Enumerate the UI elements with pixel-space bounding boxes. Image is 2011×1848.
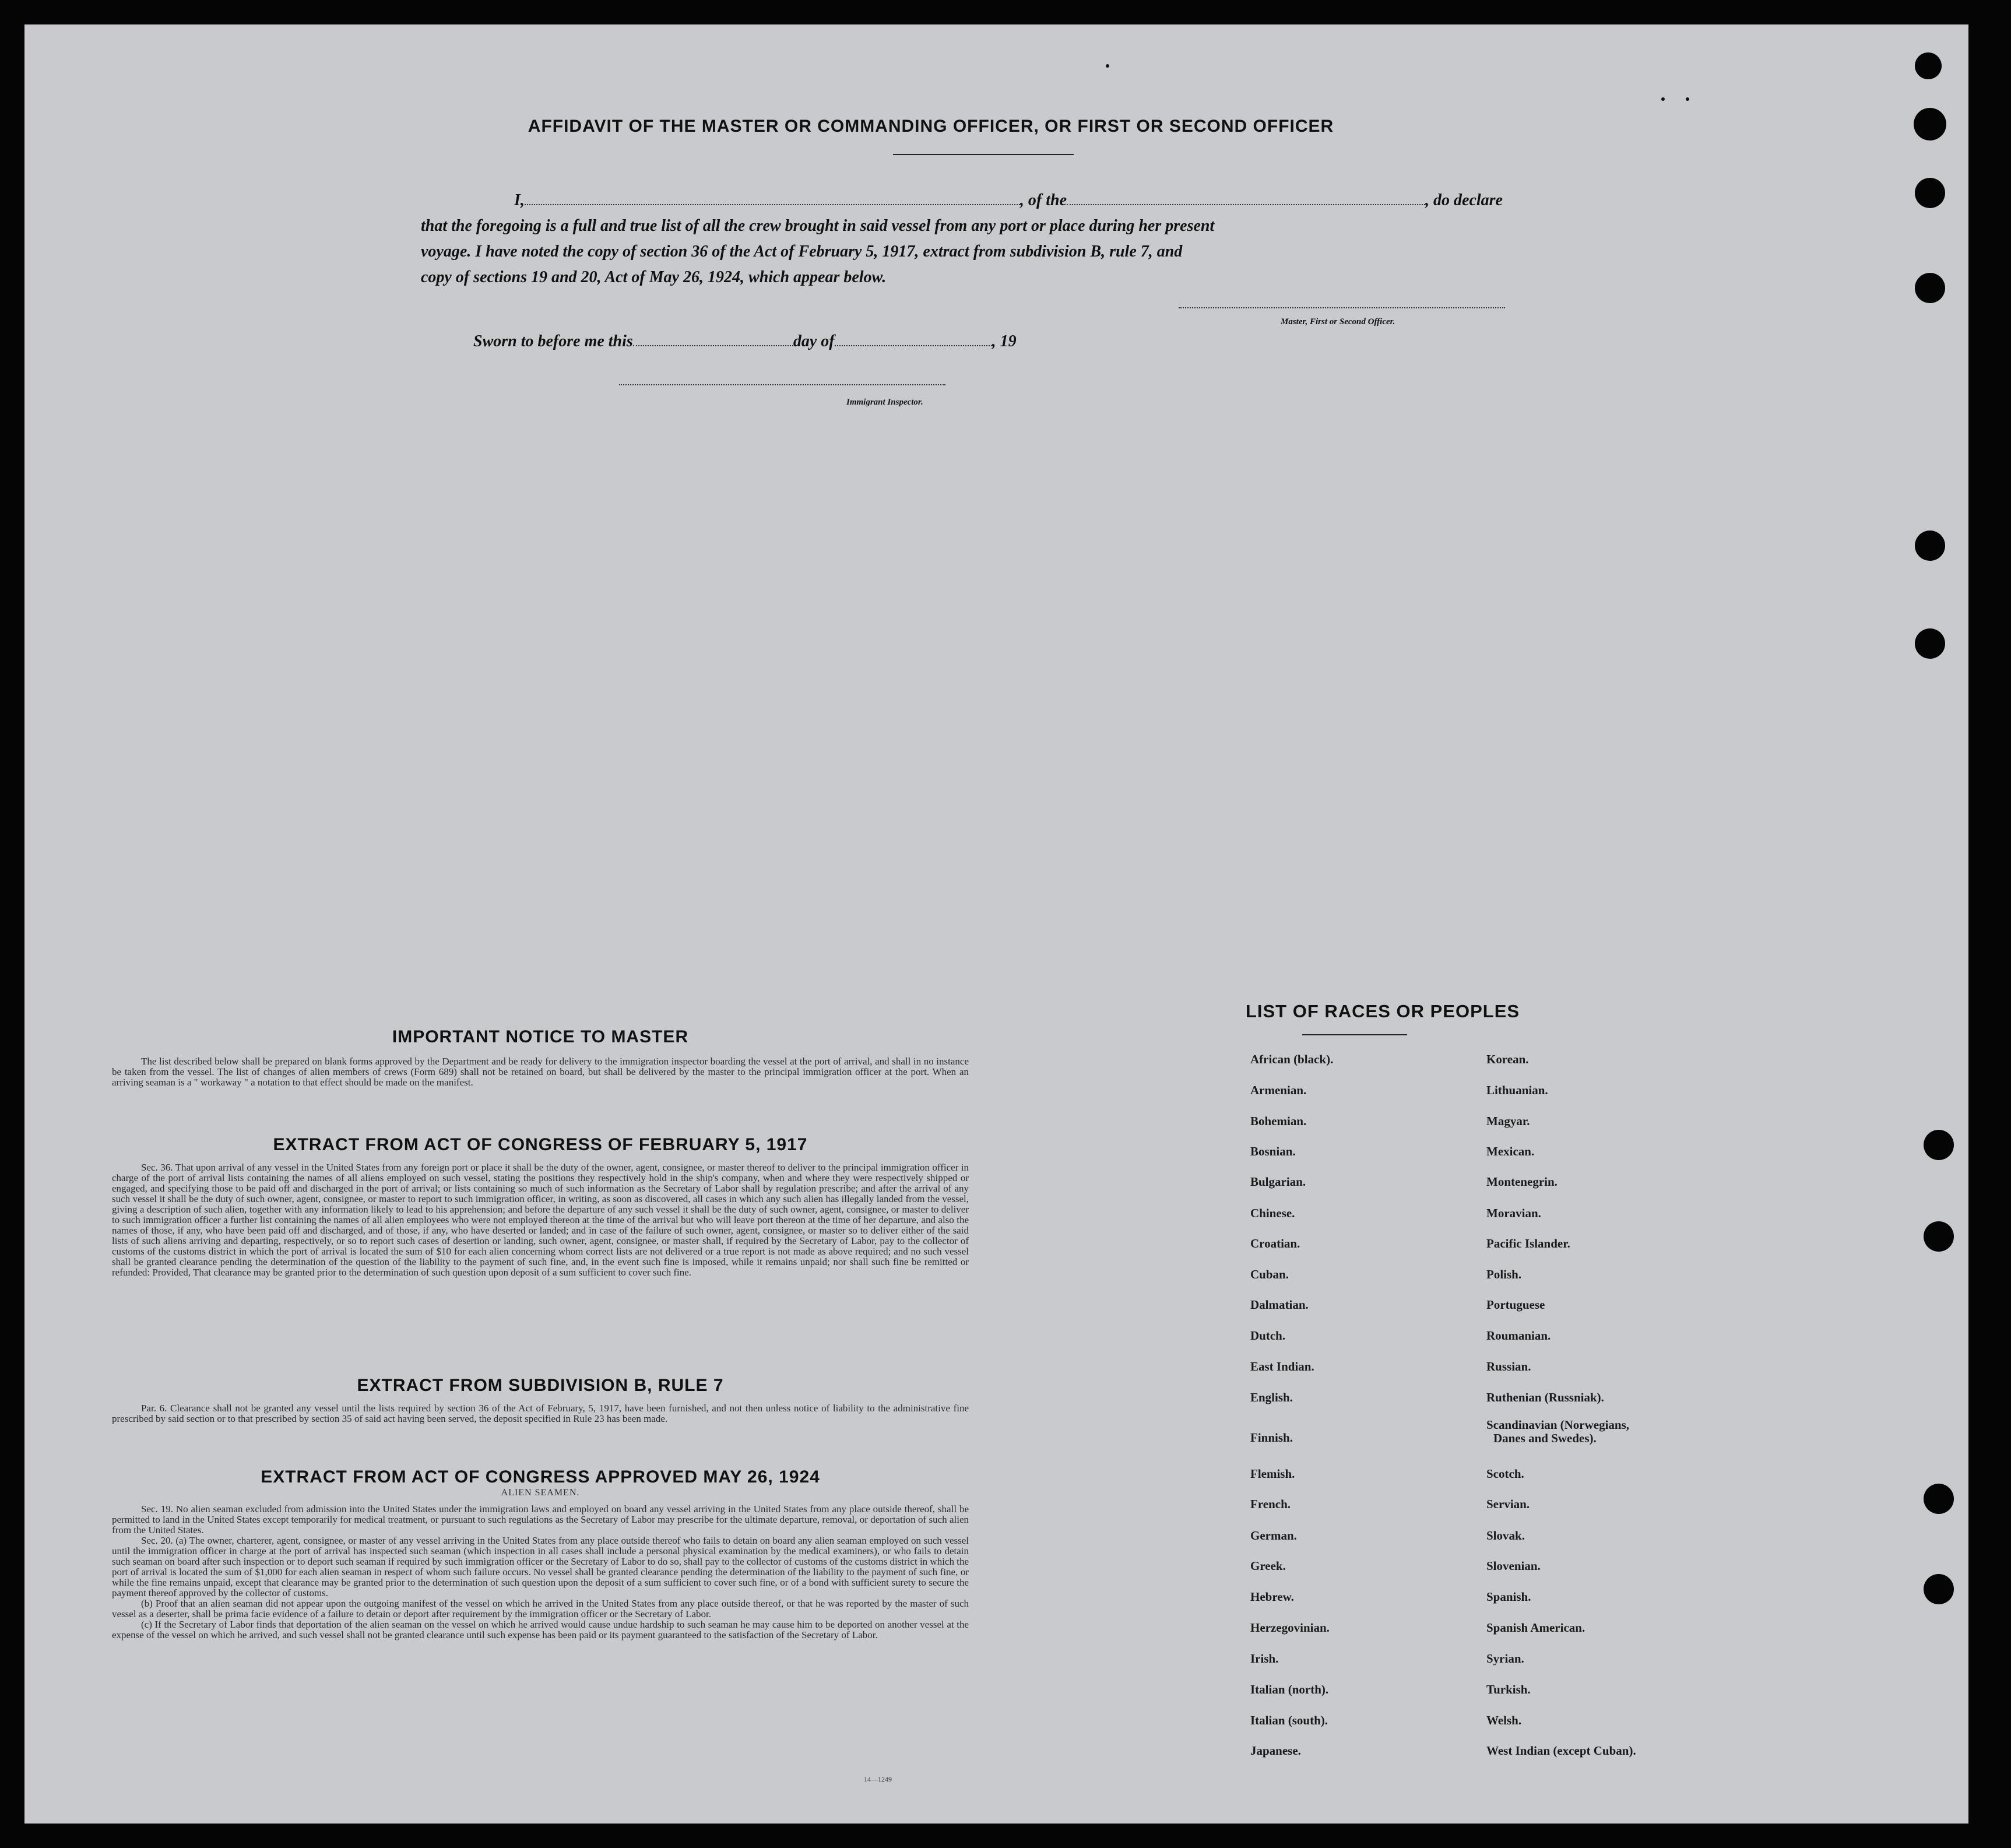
race-item: Welsh. [1486, 1713, 1522, 1727]
race-item: Syrian. [1486, 1652, 1524, 1666]
race-item: Ruthenian (Russniak). [1486, 1390, 1604, 1404]
affidavit-word-declare: , do declare [1425, 191, 1503, 209]
races-title: LIST OF RACES OR PEOPLES [1245, 1001, 1520, 1021]
punch-hole [1915, 52, 1942, 79]
punch-hole [1915, 273, 1945, 303]
section-20c-paragraph: (c) If the Secretary of Labor finds that deportation of the alien seaman on the vessel on which he arrived would cause undue hardship to such seaman he may cause him to be deported on another vessel at the expense of the vessel on which he arrived, and such vessel shall not be granted clearance until such expense has been paid or its payment guaranteed to the satisfaction of the Secretary of Labor. [112, 1619, 969, 1640]
affidavit-line-4: copy of sections 19 and 20, Act of May 26, 1924, which appear below. [421, 268, 887, 286]
race-item: Korean. [1486, 1052, 1529, 1066]
extract-1917-body [112, 1162, 969, 1278]
race-item: Chinese. [1250, 1206, 1295, 1220]
inspector-signature-label: Immigrant Inspector. [846, 398, 923, 407]
race-item: Turkish. [1486, 1682, 1531, 1696]
sworn-line [473, 329, 1173, 354]
races-divider [1302, 1034, 1407, 1035]
speck [1661, 97, 1665, 101]
race-item: Polish. [1486, 1267, 1522, 1281]
subdivision-b-body [112, 1403, 969, 1424]
race-item: Roumanian. [1486, 1329, 1551, 1343]
race-item: Servian. [1486, 1497, 1530, 1511]
race-item: French. [1250, 1497, 1291, 1511]
race-item: Greek. [1250, 1559, 1286, 1573]
master-signature-label: Master, First or Second Officer. [1281, 317, 1395, 326]
vessel-blank[interactable] [1067, 192, 1425, 205]
race-item: Spanish American. [1486, 1621, 1585, 1635]
notice-paragraph: The list described below shall be prepared on blank forms approved by the Department and be ready for delivery to the immigration inspector boarding the vessel at the port of arrival, and shall in no instance be taken from the vessel. The list of changes of alien members of crews (Form 689) shall not be retained on board, but shall be delivered by the master to the principal immigration officer at the port. When an arriving seaman is a " workaway " a notation to that effect should be made on the manifest. [112, 1056, 969, 1088]
section-20b-paragraph: (b) Proof that an alien seaman did not appear upon the outgoing manifest of the vessel on which he arrived in the United States from any place outside thereof, or that he was reported by the master of such vessel as a deserter, shall be prima facie evidence of a failure to detain or deport after requirement by the immigration officer or the Secretary of Labor. [112, 1598, 969, 1619]
race-item: Japanese. [1250, 1744, 1301, 1758]
name-blank[interactable] [525, 192, 1020, 205]
form-number: 14—1249 [864, 1775, 892, 1783]
inspector-signature-line[interactable] [619, 384, 945, 385]
title-divider [893, 154, 1074, 155]
race-item: Moravian. [1486, 1206, 1541, 1220]
extract-1924-body [112, 1504, 969, 1640]
race-item: Croatian. [1250, 1236, 1300, 1250]
race-item: Dutch. [1250, 1329, 1286, 1343]
punch-hole [1924, 1484, 1954, 1514]
race-item: Magyar. [1486, 1114, 1530, 1128]
notice-title: IMPORTANT NOTICE TO MASTER [392, 1027, 689, 1046]
race-item: Armenian. [1250, 1083, 1307, 1097]
race-item: Herzegovinian. [1250, 1621, 1330, 1635]
race-item: Spanish. [1486, 1590, 1531, 1604]
race-item: Dalmatian. [1250, 1298, 1309, 1312]
race-item: Scotch. [1486, 1467, 1524, 1481]
race-item: Bohemian. [1250, 1114, 1307, 1128]
race-item: Portuguese [1486, 1298, 1545, 1312]
race-item: German. [1250, 1529, 1297, 1543]
sworn-day-of-label: day of [793, 332, 835, 350]
race-item: English. [1250, 1390, 1293, 1404]
race-item: Irish. [1250, 1652, 1279, 1666]
race-item: Finnish. [1250, 1431, 1293, 1445]
punch-hole [1924, 1574, 1954, 1604]
speck [1106, 64, 1109, 68]
race-item: Bosnian. [1250, 1144, 1296, 1158]
race-item: Cuban. [1250, 1267, 1289, 1281]
affidavit-line-2: that the foregoing is a full and true list of all the crew brought in said vessel from any port or place during her present [421, 217, 1215, 235]
race-item: Russian. [1486, 1359, 1531, 1373]
affidavit-word-of-the: , of the [1019, 191, 1067, 209]
par-6-paragraph: Par. 6. Clearance shall not be granted any vessel until the lists required by section 36 of the Act of February, 5, 1917, have been furnished, and not then unless notice of liability to the administrative fine prescribed by said section or to that prescribed by section 35 of said act having been served, the deposit specified in Rule 23 has been made. [112, 1403, 969, 1424]
alien-seamen-subtitle: ALIEN SEAMEN. [501, 1488, 580, 1498]
subdivision-b-title: EXTRACT FROM SUBDIVISION B, RULE 7 [357, 1376, 724, 1395]
notice-body [112, 1056, 969, 1088]
race-item: Montenegrin. [1486, 1175, 1558, 1189]
affidavit-title: AFFIDAVIT OF THE MASTER OR COMMANDING OFFICER, OR FIRST OR SECOND OFFICER [528, 117, 1334, 136]
section-19-paragraph: Sec. 19. No alien seaman excluded from admission into the United States under the immigration laws and employed on board any vessel arriving in the United States from any place outside thereof, shall be permitted to land in the United States except temporarily for medical treatment, or pursuant to such regulations as the Secretary of Labor may prescribe for the ultimate departure, removal, or deportation of such alien from the United States. [112, 1503, 969, 1536]
race-item: Pacific Islander. [1486, 1236, 1570, 1250]
race-item: Slovenian. [1486, 1559, 1541, 1573]
race-item: Lithuanian. [1486, 1083, 1548, 1097]
race-item: African (black). [1250, 1052, 1334, 1066]
race-item: Danes and Swedes). [1493, 1431, 1597, 1445]
punch-hole [1915, 178, 1945, 208]
section-20a-paragraph: Sec. 20. (a) The owner, charterer, agent, consignee, or master of any vessel arriving in the United States from any place outside thereof who fails to detain on board any alien seaman employed on such vessel until the immigration officer in charge at the port of arrival has inspected such seaman (which inspection in all cases shall include a personal physical examination by the medical examiners), or who fails to detain such seaman on board after such inspection or to deport such seaman if required by such immigration officer or the Secretary of Labor to do so, shall pay to the collector of customs of the customs district in which the port of arrival is located the sum of $1,000 for each alien seaman in respect of whom such failure occurs. No vessel shall be granted clearance pending the determination of the liability to the payment of such fine, or while the fine remains unpaid, except that clearance may be granted prior to the determination of such question upon the deposit of a sum sufficient to cover such fine, or of a bond with sufficient surety to secure the payment thereof approved by the collector of customs. [112, 1535, 969, 1598]
race-item: Bulgarian. [1250, 1175, 1306, 1189]
extract-1917-title: EXTRACT FROM ACT OF CONGRESS OF FEBRUARY 5, 1917 [273, 1135, 808, 1154]
punch-hole [1924, 1130, 1954, 1160]
race-item: Scandinavian (Norwegians, [1486, 1418, 1630, 1432]
race-item: Italian (north). [1250, 1682, 1329, 1696]
sworn-month-blank[interactable] [835, 333, 992, 346]
race-item: Italian (south). [1250, 1713, 1328, 1727]
race-item: Mexican. [1486, 1144, 1535, 1158]
punch-hole [1915, 530, 1945, 561]
punch-hole [1914, 108, 1946, 140]
race-item: Slovak. [1486, 1529, 1525, 1543]
document-page [24, 24, 1968, 1824]
section-36-paragraph: Sec. 36. That upon arrival of any vessel in the United States from any foreign port or place it shall be the duty of the owner, agent, consignee, or master thereof to deliver to the principal immigration officer in charge of the port of arrival lists containing the names of all aliens employed on such vessel, stating the positions they respectively hold in the ship's company, when and where they were respectively shipped or engaged, and specifying those to be paid off and discharged in the port of arrival; or lists containing so much of such information as the Secretary of Labor shall by regulation prescribe; and after the arrival of any such vessel it shall be the duty of such owner, agent, consignee, or master to report to such immigration officer, in writing, as soon as discovered, all cases in which any such alien has illegally landed from the vessel, giving a description of such alien, together with any information likely to lead to his apprehension; and before the departure of any such vessel it shall be the duty of such owner, agent, consignee, or master to deliver to such immigration officer a further list containing the names of all alien employees who were not employed thereon at the time of the arrival but who will leave port thereon at the time of her departure, and also the names of those, if any, who have been paid off and discharged, and of those, if any, who have deserted or landed; and in case of the failure of such owner, agent, consignee, or master so to deliver either of the said lists of such aliens arriving and departing, respectively, or so to report such cases of desertion or landing, such owner, agent, consignee, or master shall, if required by the Secretary of Labor, pay to the collector of customs of the customs district in which the port of arrival is located the sum of $10 for each alien concerning whom correct lists are not delivered or a true report is not made as above required; and no such vessel shall be granted clearance pending the determination of the question of the liability to the payment of such fine, and, in the event such fine is imposed, while it remains unpaid; nor shall such fine be remitted or refunded: Provided, That clearance may be granted prior to the determination of such question upon deposit of a sum sufficient to cover such fine. [112, 1162, 969, 1278]
race-item: Flemish. [1250, 1467, 1295, 1481]
race-item: Hebrew. [1250, 1590, 1294, 1604]
extract-1924-title: EXTRACT FROM ACT OF CONGRESS APPROVED MAY 26, 1924 [261, 1467, 820, 1487]
sworn-day-blank[interactable] [633, 333, 793, 346]
race-item: East Indian. [1250, 1359, 1314, 1373]
affidavit-line-3: voyage. I have noted the copy of section 36 of the Act of February 5, 1917, extract from subdivision B, rule 7, and [421, 243, 1183, 261]
affidavit-line-1 [421, 188, 1540, 213]
affidavit-text [421, 188, 1540, 290]
affidavit-word-i: I, [514, 191, 525, 209]
master-signature-line[interactable] [1179, 307, 1505, 308]
punch-hole [1924, 1221, 1954, 1252]
speck [1686, 97, 1689, 101]
punch-hole [1915, 628, 1945, 659]
sworn-year-label: , 19 [992, 332, 1017, 350]
sworn-label: Sworn to before me this [473, 332, 633, 350]
race-item: West Indian (except Cuban). [1486, 1744, 1636, 1758]
